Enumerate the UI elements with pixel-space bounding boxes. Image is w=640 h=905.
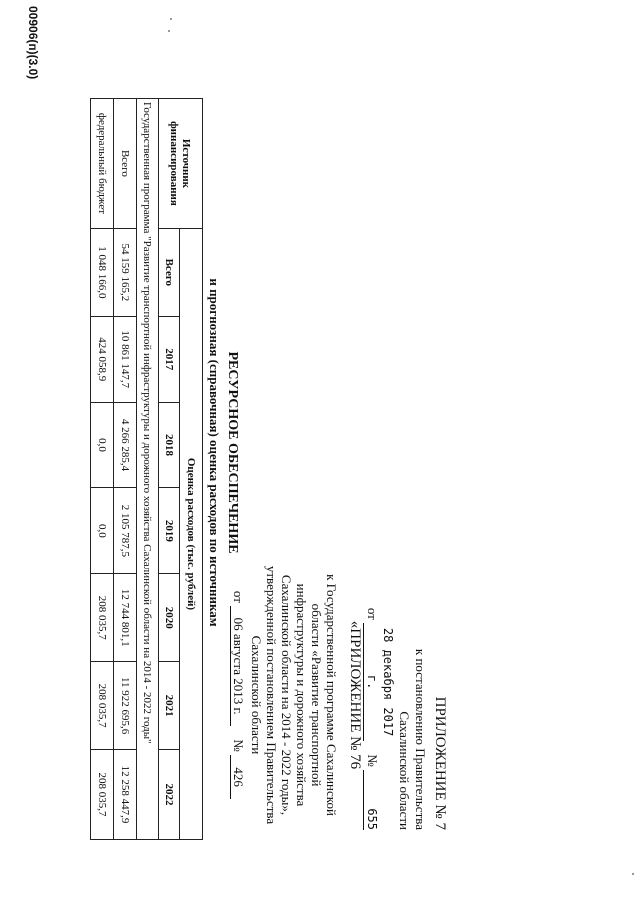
estimate-header: Оценка расходов (тыс. рублей) <box>180 228 203 839</box>
document-code: 00906(п)(3.0) <box>26 6 40 80</box>
cell-value: 4 266 285,4 <box>114 402 137 488</box>
cell-value: 208 035,7 <box>91 662 114 750</box>
appendix-line: утвержденной постановлением Правительства <box>264 565 279 825</box>
row-source: федеральный бюджет <box>91 99 114 229</box>
cell-value: 0,0 <box>91 488 114 574</box>
scan-speck <box>632 873 634 875</box>
number-prefix: № <box>365 754 380 767</box>
column-header: Всего <box>159 228 180 316</box>
table-header-row <box>180 99 203 840</box>
appendix-line: к Государственной программе Сахалинской <box>324 574 339 816</box>
appendix-title: ПРИЛОЖЕНИЕ № 7 <box>432 696 448 830</box>
appendix-line: области «Развитие транспортной <box>309 603 324 787</box>
resolution-date-line <box>363 560 396 830</box>
cell-value: 54 159 165,2 <box>114 228 137 316</box>
table-row <box>91 99 114 840</box>
cell-value: 2 105 787,5 <box>114 488 137 574</box>
date-prefix: от <box>231 590 246 603</box>
scan-speck <box>170 18 172 20</box>
appendix-header <box>363 560 448 830</box>
date-prefix: от <box>365 607 380 620</box>
resolution-line: к постановлению Правительства <box>413 648 428 830</box>
column-header: 2021 <box>159 662 180 750</box>
program-number: 426 <box>230 755 246 799</box>
program-name: Государственная программа "Развитие транспортной инфраструктуры и дорожного хозяйства Сахалинской области на 2014 - 2022 годы" <box>137 99 159 840</box>
cell-value: 10 861 147,7 <box>114 316 137 402</box>
resolution-number: 655 <box>363 770 380 830</box>
appendix-line: Сахалинской области <box>249 635 264 755</box>
column-header: 2019 <box>159 488 180 574</box>
cell-value: 12 744 801,1 <box>114 574 137 662</box>
resolution-date: 28 декабря 2017 г. <box>363 623 396 741</box>
document-subtitle: и прогнозная (справочная) оценка расходов по источникам <box>207 278 222 627</box>
cell-value: 12 258 447,9 <box>114 750 137 840</box>
scan-speck <box>168 30 170 32</box>
cell-value: 1 048 166,0 <box>91 228 114 316</box>
column-header: 2018 <box>159 402 180 488</box>
cell-value: 0,0 <box>91 402 114 488</box>
column-header: 2017 <box>159 316 180 402</box>
cell-value: 208 035,7 <box>91 750 114 840</box>
program-row <box>137 99 159 840</box>
column-header: 2022 <box>159 750 180 840</box>
program-date: 06 августа 2013 г. <box>230 606 246 726</box>
appendix-line: Сахалинской области на 2014 - 2022 годы», <box>279 574 294 816</box>
number-prefix: № <box>231 739 246 752</box>
resource-table <box>90 98 203 840</box>
table-row <box>114 99 137 840</box>
appendix-line: инфраструктуры и дорожного хозяйства <box>294 583 309 807</box>
row-source: Всего <box>114 99 137 229</box>
source-header: Источник финансирования <box>159 99 203 229</box>
appendix-76-title: «ПРИЛОЖЕНИЕ № 76 <box>347 620 363 770</box>
region-line: Сахалинской области <box>397 711 412 830</box>
cell-value: 424 058,9 <box>91 316 114 402</box>
document-title: РЕСУРСНОЕ ОБЕСПЕЧЕНИЕ <box>225 351 240 554</box>
appendix-76-block <box>230 560 362 830</box>
cell-value: 208 035,7 <box>91 574 114 662</box>
cell-value: 11 922 695,6 <box>114 662 137 750</box>
column-header: 2020 <box>159 574 180 662</box>
